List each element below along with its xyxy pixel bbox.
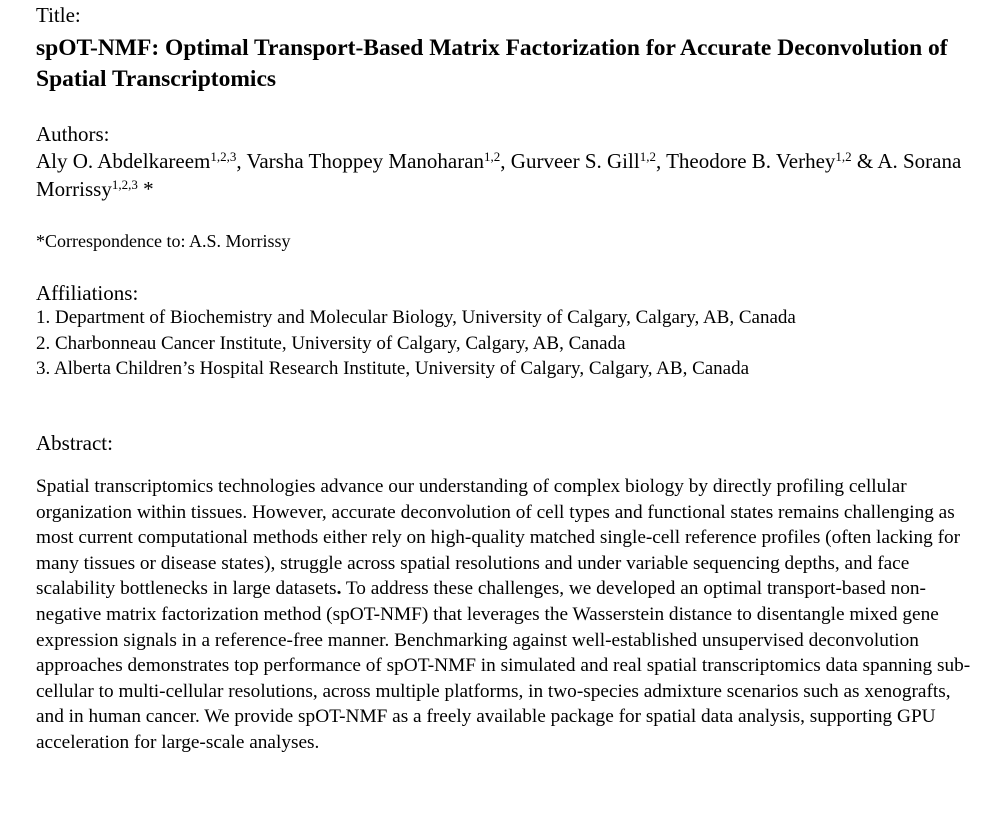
correspondence-note: *Correspondence to: A.S. Morrissy [36, 231, 291, 251]
abstract-part-2: To address these challenges, we developed an optimal transport-based non-negative matrix factorization method (spOT-NMF) that leverages the Wasserstein distance to disentangle mixed gene expression signals in a reference-free manner. Benchmarking against well-established unsupervised deconvolution approaches demonstrates top performance of spOT-NMF in simulated and real spatial transcriptomics data spanning sub-cellular to multi-cellular resolutions, across multiple platforms, in two-species admixture scenarios such as xenografts, and in human cancer. We provide spOT-NMF as a freely available package for spatial data analysis, supporting GPU acceleration for large-scale analyses. [36, 578, 971, 753]
author-name: Varsha Thoppey Manoharan [246, 149, 485, 173]
author-name: Aly O. Abdelkareem [36, 149, 211, 173]
abstract-part-1: Spatial transcriptomics technologies advance our understanding of complex biology by directly profiling cellular organization within tissues. However, accurate deconvolution of cell types and functional states remains challenging as most current computational methods either rely on high-quality matched single-cell reference profiles (often lacking for many tissues or disease states), struggle across spatial resolutions and under variable sequencing depths, and face scalability bottlenecks in large datasets [36, 476, 961, 600]
author-affiliation-marks: 1,2,3 [210, 149, 237, 164]
affiliations-label: Affiliations: [36, 281, 139, 305]
author-separator: * [137, 177, 154, 201]
affiliation-list [36, 305, 796, 382]
author-affiliation-marks: 1,2 [835, 149, 852, 164]
affiliation-item: 1. Department of Biochemistry and Molecular Biology, University of Calgary, Calgary, AB, Canada [36, 307, 796, 328]
authors-label: Authors: [36, 122, 110, 146]
author-list [36, 147, 966, 203]
abstract-label: Abstract: [36, 431, 113, 455]
author-separator: , [655, 149, 667, 173]
author-name: Theodore B. Verhey [666, 149, 836, 173]
abstract-text [36, 474, 976, 756]
author-affiliation-marks: 1,2,3 [111, 177, 138, 192]
author-separator: , [500, 149, 511, 173]
author-affiliation-marks: 1,2 [484, 149, 501, 164]
abstract-bold-period: . [336, 578, 342, 600]
affiliation-item: 3. Alberta Children’s Hospital Research Institute, University of Calgary, Calgary, AB, Canada [36, 358, 750, 379]
author-separator: , [236, 149, 247, 173]
author-affiliation-marks: 1,2 [639, 149, 656, 164]
affiliation-item: 2. Charbonneau Cancer Institute, University of Calgary, Calgary, AB, Canada [36, 332, 626, 354]
author-name: Gurveer S. Gill [510, 149, 640, 173]
title-label: Title: [36, 3, 81, 27]
author-name: A. Sorana Morrissy [36, 149, 962, 201]
author-separator: & [851, 149, 878, 173]
paper-title: spOT-NMF: Optimal Transport-Based Matrix Factorization for Accurate Deconvolution of Spatial Transcriptomics [36, 35, 948, 92]
